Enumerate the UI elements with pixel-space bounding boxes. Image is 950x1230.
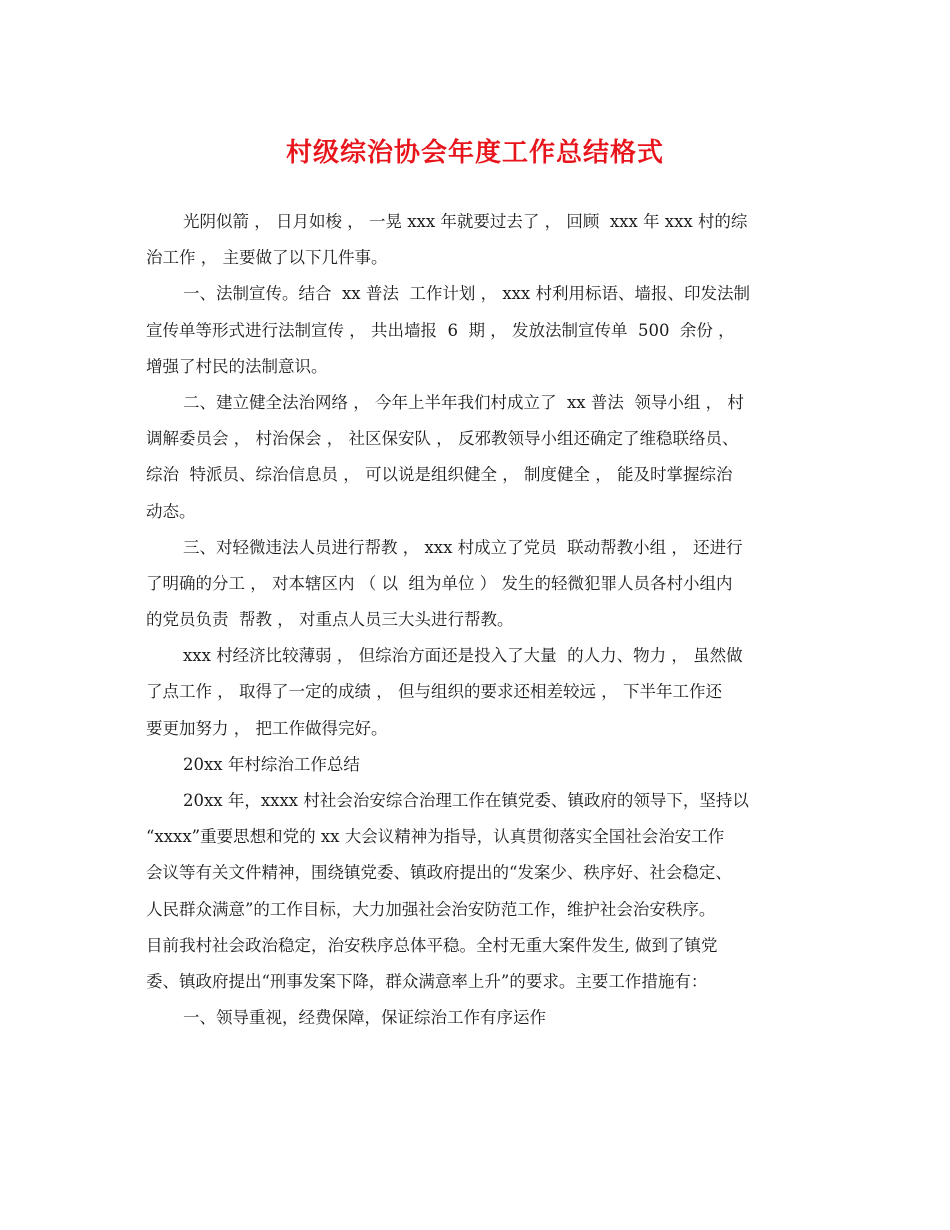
text-line: 综治 特派员、综治信息员 ， 可以说是组织健全 ， 制度健全 ， 能及时掌握综治 <box>146 465 733 485</box>
text-line: 会议等有关文件精神，围绕镇党委、镇政府提出的“发案少、秩序好、社会稳定、 <box>146 863 732 883</box>
text-line: 二、建立健全法治网络 ， 今年上半年我们村成立了 xx 普法 领导小组 ， 村 <box>183 392 744 412</box>
text-line: 了明确的分工 ， 对本辖区内 （ 以 组为单位 ） 发生的轻微犯罪人员各村小组内 <box>146 573 733 593</box>
text-line: 了点工作 ， 取得了一定的成绩 ， 但与组织的要求还相差较远 ， 下半年工作还 <box>146 682 722 702</box>
document-body <box>146 204 810 1036</box>
text-line: xxx 村经济比较薄弱 ， 但综治方面还是投入了大量 的人力、物力 ， 虽然做 <box>183 646 743 666</box>
text-line: 目前我村社会政治稳定，治安秩序总体平稳。全村无重大案件发生, 做到了镇党 <box>146 935 718 955</box>
text-line: 20xx 年，xxxx 村社会治安综合治理工作在镇党委、镇政府的领导下，坚持以 <box>183 791 749 810</box>
text-line: 的党员负责 帮教 ， 对重点人员三大头进行帮教。 <box>146 610 514 630</box>
text-line: 20xx 年村综治工作总结 <box>183 754 360 774</box>
text-line: 动态。 <box>146 501 196 521</box>
text-line: 要更加努力 ， 把工作做得完好。 <box>146 718 388 738</box>
text-line: 增强了村民的法制意识。 <box>146 356 328 376</box>
document-title: 村级综治协会年度工作总结格式 <box>285 138 664 168</box>
text-line: 治工作 ， 主要做了以下几件事。 <box>146 248 388 268</box>
text-line: 宣传单等形式进行法制宣传 ， 共出墙报 6 期 ， 发放法制宣传单 500 余份 ， <box>146 320 735 340</box>
text-line: 一、领导重视，经费保障，保证综治工作有序运作 <box>183 1008 546 1028</box>
text-line: 一、法制宣传。结合 xx 普法 工作计划 ， xxx 村利用标语、墙报、印发法制 <box>183 284 750 304</box>
text-line: 调解委员会 ， 村治保会 ， 社区保安队 ， 反邪教领导小组还确定了维稳联络员、 <box>146 429 739 449</box>
text-line: 三、对轻微违法人员进行帮教 ， xxx 村成立了党员 联动帮教小组 ， 还进行 <box>183 537 743 557</box>
text-line: 光阴似箭 ， 日月如梭 ， 一晃 xxx 年就要过去了 ， 回顾 xxx 年 xxx 村的综 <box>183 212 748 231</box>
text-line: 人民群众满意”的工作目标，大力加强社会治安防范工作，维护社会治安秩序。 <box>146 899 716 919</box>
text-line: “xxxx”重要思想和党的 xx 大会议精神为指导，认真贯彻落实全国社会治安工作 <box>146 827 725 847</box>
text-line: 委、镇政府提出“刑事发案下降，群众满意率上升”的要求。主要工作措施有： <box>146 971 708 991</box>
